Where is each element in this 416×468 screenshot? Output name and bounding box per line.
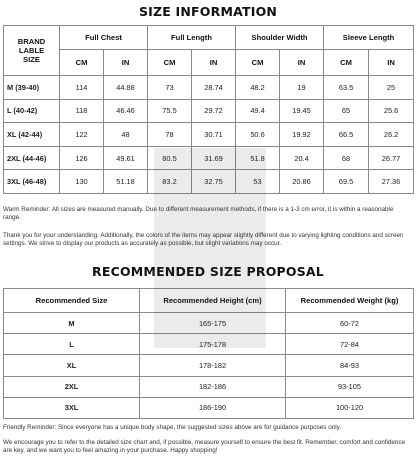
full-length-header: Full Length bbox=[148, 26, 236, 50]
size-label: 2XL (44-46) bbox=[4, 146, 60, 170]
table-cell: 26.77 bbox=[369, 146, 414, 170]
unit-header: CM bbox=[148, 50, 192, 76]
table-cell: 48.2 bbox=[236, 76, 280, 100]
table-cell: 53 bbox=[236, 170, 280, 194]
size-label: L (40-42) bbox=[4, 99, 60, 123]
unit-header: CM bbox=[324, 50, 369, 76]
table-header-row bbox=[4, 26, 414, 50]
table-cell: 19.92 bbox=[280, 123, 324, 147]
size-label: M bbox=[4, 313, 140, 334]
table-cell: 49.4 bbox=[236, 99, 280, 123]
table-cell: 51.18 bbox=[104, 170, 148, 194]
table-cell: 80.5 bbox=[148, 146, 192, 170]
recommended-size-title: RECOMMENDED SIZE PROPOSAL bbox=[92, 264, 324, 279]
recommended-size-table bbox=[3, 288, 414, 419]
size-information-title: SIZE INFORMATION bbox=[138, 4, 278, 19]
table-row bbox=[4, 397, 414, 418]
table-cell: 69.5 bbox=[324, 170, 369, 194]
table-cell: 178-182 bbox=[140, 355, 286, 376]
table-row bbox=[4, 99, 414, 123]
table-cell: 60-72 bbox=[286, 313, 414, 334]
thanks-text: Thank you for your understanding. Additionally, the colors of the items may appear slightly different due to varying lighting conditions and screen settings. We strive to display our products as accurately as possible, but slight variations may occur. bbox=[3, 232, 404, 248]
friendly-reminder-text: Friendly Reminder: Since everyone has a unique body shape, the suggested sizes above are for guidance purposes only. bbox=[3, 424, 342, 431]
size-label: XL (42-44) bbox=[4, 123, 60, 147]
size-label: XL bbox=[4, 355, 140, 376]
table-cell: 175-178 bbox=[140, 334, 286, 355]
table-row bbox=[4, 334, 414, 355]
table-row bbox=[4, 123, 414, 147]
table-cell: 28.74 bbox=[192, 76, 236, 100]
table-cell: 122 bbox=[60, 123, 104, 147]
recommended-height-header: Recommended Height (cm) bbox=[140, 289, 286, 313]
table-cell: 49.61 bbox=[104, 146, 148, 170]
table-cell: 26.2 bbox=[369, 123, 414, 147]
unit-header-row bbox=[4, 50, 414, 76]
table-cell: 83.2 bbox=[148, 170, 192, 194]
table-cell: 46.46 bbox=[104, 99, 148, 123]
size-label: L bbox=[4, 334, 140, 355]
unit-header: IN bbox=[192, 50, 236, 76]
table-cell: 130 bbox=[60, 170, 104, 194]
table-row bbox=[4, 170, 414, 194]
size-label: 3XL bbox=[4, 397, 140, 418]
table-cell: 19.45 bbox=[280, 99, 324, 123]
table-cell: 78 bbox=[148, 123, 192, 147]
table-cell: 73 bbox=[148, 76, 192, 100]
table-header-row bbox=[4, 289, 414, 313]
table-cell: 31.69 bbox=[192, 146, 236, 170]
table-row bbox=[4, 76, 414, 100]
size-label: M (39-40) bbox=[4, 76, 60, 100]
table-cell: 20.86 bbox=[280, 170, 324, 194]
table-cell: 66.5 bbox=[324, 123, 369, 147]
table-cell: 51.8 bbox=[236, 146, 280, 170]
table-row bbox=[4, 376, 414, 397]
unit-header: CM bbox=[236, 50, 280, 76]
full-chest-header: Full Chest bbox=[60, 26, 148, 50]
size-information-table bbox=[3, 25, 414, 194]
table-cell: 29.72 bbox=[192, 99, 236, 123]
shoulder-width-header: Shoulder Width bbox=[236, 26, 324, 50]
table-cell: 20.4 bbox=[280, 146, 324, 170]
table-cell: 63.5 bbox=[324, 76, 369, 100]
table-cell: 25 bbox=[369, 76, 414, 100]
table-cell: 118 bbox=[60, 99, 104, 123]
table-cell: 48 bbox=[104, 123, 148, 147]
table-cell: 25.6 bbox=[369, 99, 414, 123]
encourage-text: We encourage you to refer to the detailed size chart and, if possible, measure yourself to ensure the best fit. Remember, comfort and confidence are key, and we want you to feel amazing in your purchase. Happy shopping! bbox=[3, 439, 406, 455]
warm-reminder-text: Warm Reminder: All sizes are measured manually. Due to different measurement methods, if there is a 1-3 cm error, it is within a reasonable range. bbox=[3, 206, 394, 222]
table-cell: 27.36 bbox=[369, 170, 414, 194]
size-label: 3XL (46-48) bbox=[4, 170, 60, 194]
table-cell: 126 bbox=[60, 146, 104, 170]
table-cell: 75.5 bbox=[148, 99, 192, 123]
unit-header: IN bbox=[104, 50, 148, 76]
table-cell: 186-190 bbox=[140, 397, 286, 418]
table-row bbox=[4, 355, 414, 376]
table-cell: 182-186 bbox=[140, 376, 286, 397]
table-cell: 68 bbox=[324, 146, 369, 170]
recommended-weight-header: Recommended Weight (kg) bbox=[286, 289, 414, 313]
table-cell: 44.88 bbox=[104, 76, 148, 100]
table-row bbox=[4, 313, 414, 334]
table-cell: 100-120 bbox=[286, 397, 414, 418]
table-cell: 84-93 bbox=[286, 355, 414, 376]
table-cell: 50.6 bbox=[236, 123, 280, 147]
table-cell: 30.71 bbox=[192, 123, 236, 147]
table-cell: 165-175 bbox=[140, 313, 286, 334]
table-cell: 65 bbox=[324, 99, 369, 123]
size-label: 2XL bbox=[4, 376, 140, 397]
unit-header: IN bbox=[369, 50, 414, 76]
unit-header: IN bbox=[280, 50, 324, 76]
table-row bbox=[4, 146, 414, 170]
sleeve-length-header: Sleeve Length bbox=[324, 26, 414, 50]
table-cell: 72-84 bbox=[286, 334, 414, 355]
recommended-size-header: Recommended Size bbox=[4, 289, 140, 313]
table-cell: 32.75 bbox=[192, 170, 236, 194]
unit-header: CM bbox=[60, 50, 104, 76]
table-cell: 93-105 bbox=[286, 376, 414, 397]
table-cell: 114 bbox=[60, 76, 104, 100]
brand-label-size-header: BRAND LABLE SIZE bbox=[4, 26, 60, 76]
table-cell: 19 bbox=[280, 76, 324, 100]
